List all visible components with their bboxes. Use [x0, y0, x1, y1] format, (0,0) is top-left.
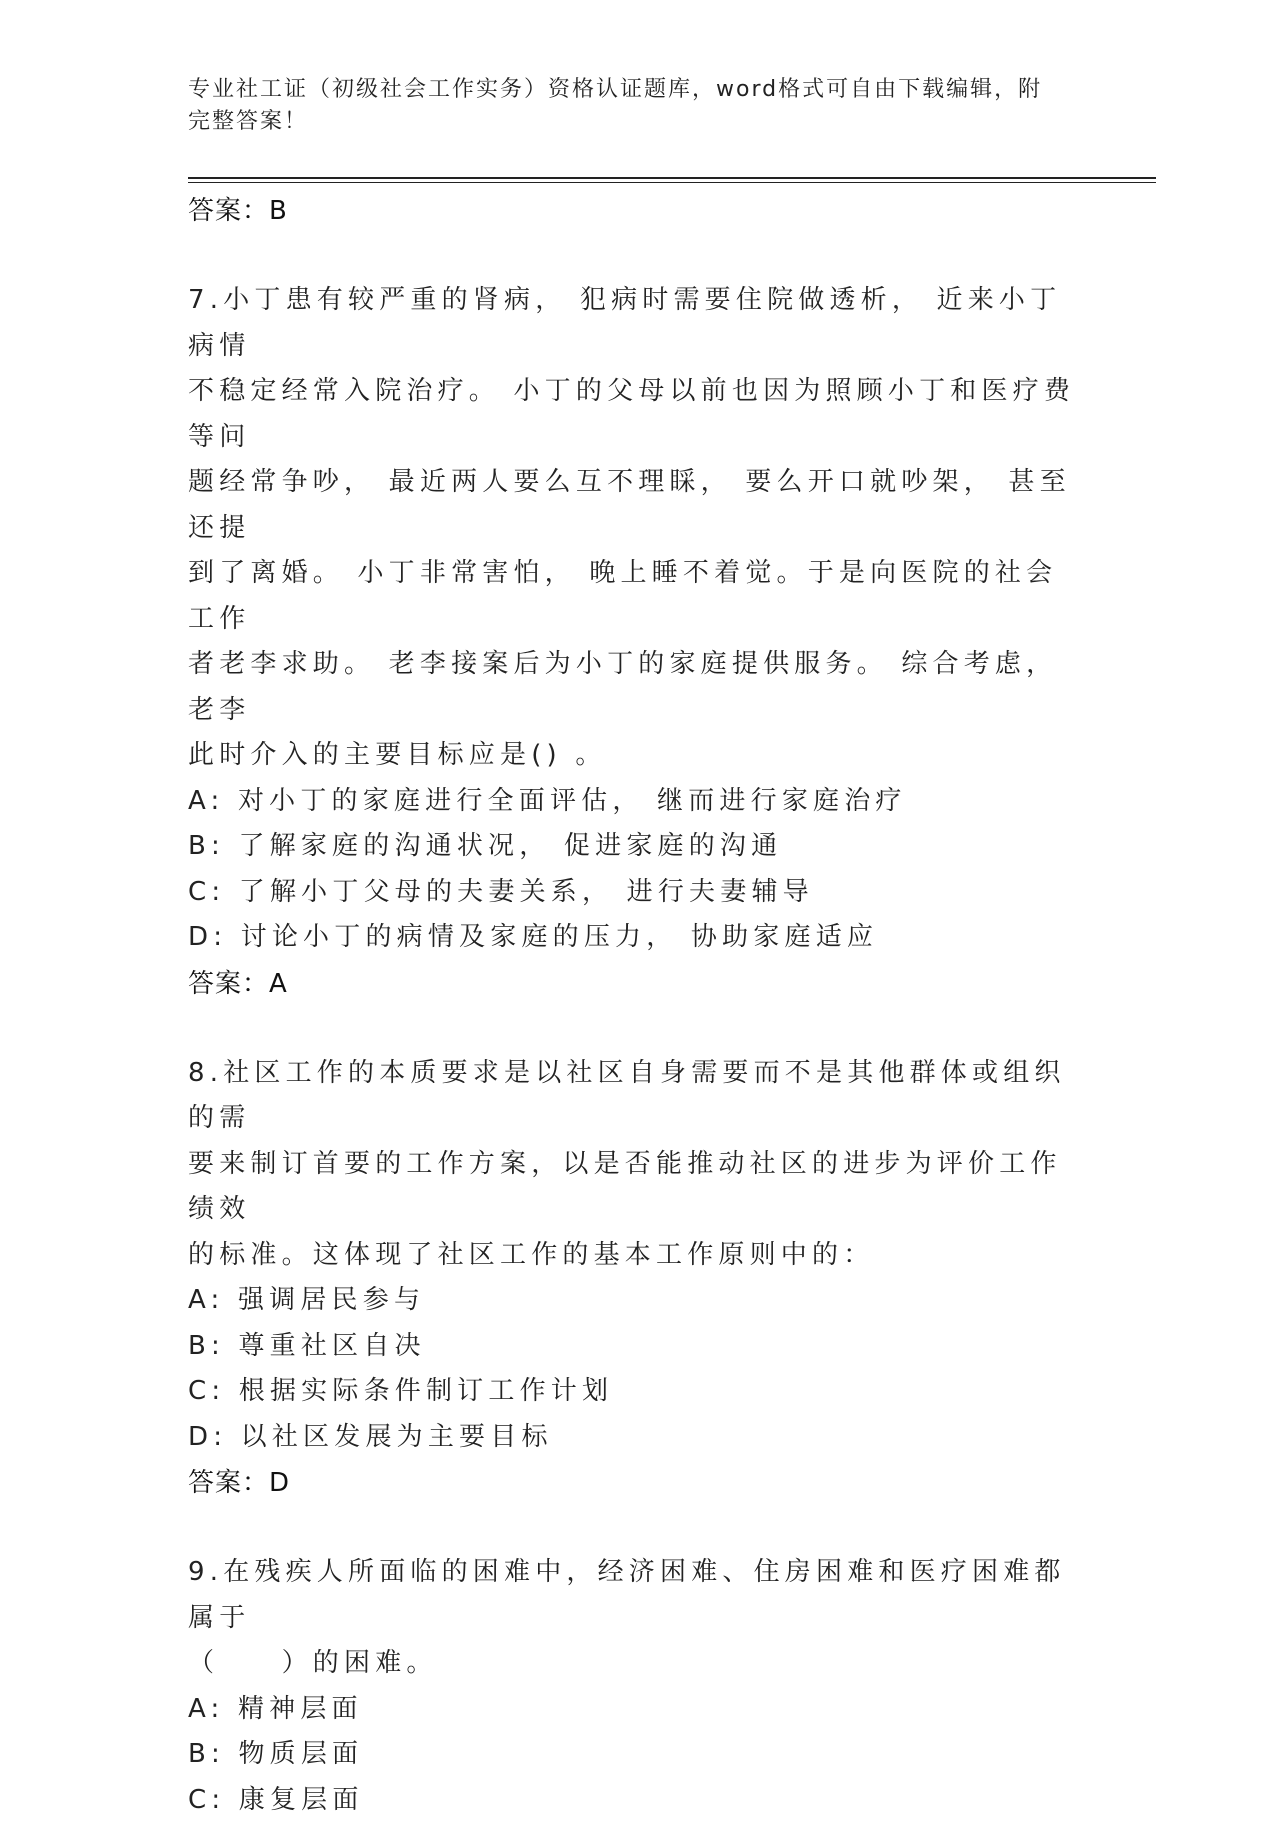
page-header	[188, 74, 1078, 138]
header-line-2: 完整答案！	[188, 106, 1078, 138]
option-a: A: 强调居民参与	[188, 1278, 1088, 1324]
question-9	[188, 1550, 1088, 1823]
spacer	[188, 1007, 1088, 1051]
question-line: 要来制订首要的工作方案，以是否能推动社区的进步为评价工作绩效	[188, 1142, 1078, 1233]
question-list	[188, 188, 1088, 1823]
previous-answer: 答案：B	[188, 188, 1088, 234]
question-line: 到了离婚。 小丁非常害怕， 晚上睡不着觉。于是向医院的社会工作	[188, 551, 1078, 642]
question-8	[188, 1051, 1088, 1507]
question-line: （ ）的困难。	[188, 1641, 1078, 1687]
header-rule-thin	[188, 182, 1156, 183]
question-line: 题经常争吵， 最近两人要么互不理睬， 要么开口就吵架， 甚至还提	[188, 460, 1078, 551]
option-b: B: 了解家庭的沟通状况， 促进家庭的沟通	[188, 824, 1088, 870]
question-line: 的标准。这体现了社区工作的基本工作原则中的：	[188, 1233, 1078, 1279]
question-text	[188, 1550, 1078, 1687]
option-d: D: 以社区发展为主要目标	[188, 1415, 1088, 1461]
question-line: 7.小丁患有较严重的肾病， 犯病时需要住院做透析， 近来小丁病情	[188, 278, 1078, 369]
option-b: B: 物质层面	[188, 1732, 1088, 1778]
question-line: 9.在残疾人所面临的困难中，经济困难、住房困难和医疗困难都属于	[188, 1550, 1078, 1641]
option-b: B: 尊重社区自决	[188, 1324, 1088, 1370]
question-line: 不稳定经常入院治疗。 小丁的父母以前也因为照顾小丁和医疗费等问	[188, 369, 1078, 460]
spacer	[188, 234, 1088, 278]
question-text	[188, 278, 1078, 779]
option-c: C: 康复层面	[188, 1778, 1088, 1823]
answer: 答案：D	[188, 1460, 1088, 1506]
question-line: 8.社区工作的本质要求是以社区自身需要而不是其他群体或组织的需	[188, 1051, 1078, 1142]
answer: 答案：A	[188, 961, 1088, 1007]
spacer	[188, 1506, 1088, 1550]
option-c: C: 了解小丁父母的夫妻关系， 进行夫妻辅导	[188, 870, 1088, 916]
header-line-1: 专业社工证（初级社会工作实务）资格认证题库，word格式可自由下载编辑，附	[188, 74, 1078, 106]
question-line: 者老李求助。 老李接案后为小丁的家庭提供服务。 综合考虑， 老李	[188, 642, 1078, 733]
question-text	[188, 1051, 1078, 1279]
header-rule-thick	[188, 177, 1156, 179]
option-a: A: 对小丁的家庭进行全面评估， 继而进行家庭治疗	[188, 779, 1088, 825]
question-7	[188, 278, 1088, 1007]
option-c: C: 根据实际条件制订工作计划	[188, 1369, 1088, 1415]
option-d: D: 讨论小丁的病情及家庭的压力， 协助家庭适应	[188, 915, 1088, 961]
option-a: A: 精神层面	[188, 1687, 1088, 1733]
question-line: 此时介入的主要目标应是() 。	[188, 733, 1078, 779]
